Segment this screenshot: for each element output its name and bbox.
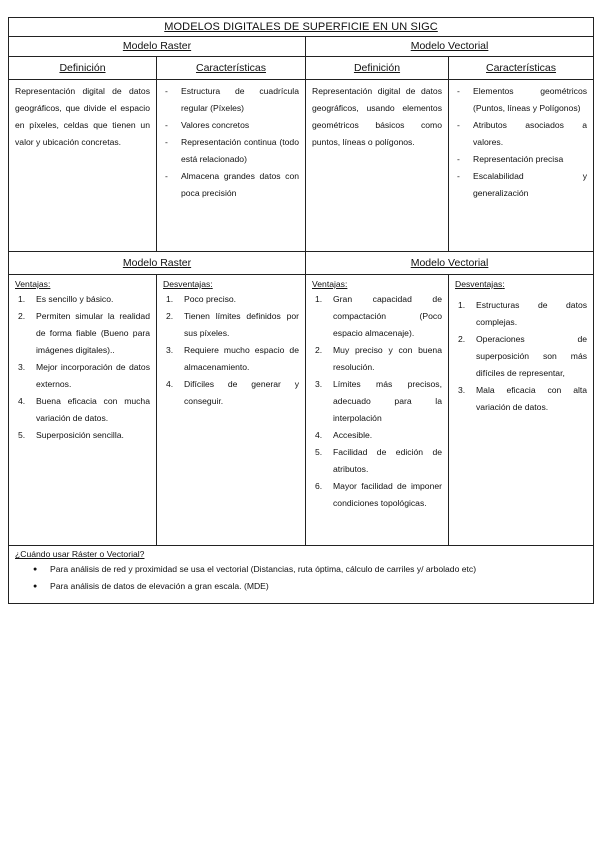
list-item: 1. Poco preciso. xyxy=(166,294,237,304)
list-item: 3. Mejor incorporación de datos externos. xyxy=(18,362,150,389)
list-item: - Escalabilidad y generalización xyxy=(455,168,587,202)
list-item: 3. Límites más precisos, adecuado para la interpolación xyxy=(315,379,442,423)
vector-model-heading-2: Modelo Vectorial xyxy=(306,252,594,275)
list-item: 3. Mala eficacia con alta variación de datos. xyxy=(458,385,588,412)
list-item: 1. Estructuras de datos complejas. xyxy=(458,300,588,327)
list-item: 2. Muy preciso y con buena resolución. xyxy=(315,345,442,372)
list-item: 6. Mayor facilidad de imponer condiciones topológicas. xyxy=(315,481,442,508)
list-item: 5. Superposición sencilla. xyxy=(18,430,124,440)
raster-definition-heading: Definición xyxy=(9,57,157,80)
list-item: - Estructura de cuadrícula regular (Píxeles) xyxy=(163,83,299,117)
models-table xyxy=(8,17,594,604)
vector-definition-heading: Definición xyxy=(306,57,449,80)
raster-characteristics-cell xyxy=(157,80,306,252)
list-item: - Elementos geométricos (Puntos, líneas y Polígonos) xyxy=(455,83,587,117)
vector-characteristics-heading: Características xyxy=(449,57,594,80)
document-title: MODELOS DIGITALES DE SUPERFICIE EN UN SIGC xyxy=(9,18,594,37)
raster-advantages-cell: Ventajas: 1. Es sencillo y básico. 2. Permiten simular la realidad de forma fiable (Bueno para imágenes digitales).. 3. Mejor incorporación de datos externos. 4. Buena eficacia con mucha variación de datos. 5. Superposición sencilla. xyxy=(9,275,157,546)
raster-advantages-list xyxy=(15,291,150,444)
list-item: - Representación precisa xyxy=(455,151,587,168)
list-item: 4. Accesible. xyxy=(315,430,373,440)
vector-advantages-label: Ventajas xyxy=(312,279,345,289)
list-item: - Atributos asociados a valores. xyxy=(455,117,587,151)
raster-disadvantages-list xyxy=(163,291,299,410)
vector-disadvantages-cell: Desventajas: 1. Estructuras de datos complejas. 2. Operaciones de superposición son más difíciles de representar, 3. Mala eficacia con alta variación de datos. xyxy=(449,275,594,546)
list-item: 5. Facilidad de edición de atributos. xyxy=(315,447,442,474)
list-item: 1. Gran capacidad de compactación (Poco espacio almacenaje). xyxy=(315,294,442,338)
vector-disadvantages-label: Desventajas xyxy=(455,279,503,289)
list-item: 1. Es sencillo y básico. xyxy=(18,294,114,304)
vector-definition-text: Representación digital de datos geográficos, usando elementos geométricos básicos como puntos, líneas o polígonos. xyxy=(306,80,449,252)
raster-model-heading-2: Modelo Raster xyxy=(9,252,306,275)
raster-advantages-label: Ventajas xyxy=(15,279,48,289)
list-item: - Almacena grandes datos con poca precisión xyxy=(163,168,299,202)
vector-model-heading: Modelo Vectorial xyxy=(306,37,594,57)
raster-definition-text: Representación digital de datos geográficos, que divide el espacio en píxeles, celdas que tienen un valor y ubicación concretas. xyxy=(9,80,157,252)
list-item: 2. Operaciones de superposición son más difíciles de representar, xyxy=(458,334,588,378)
raster-characteristics-heading: Características xyxy=(157,57,306,80)
vector-advantages-list xyxy=(312,291,442,512)
list-item: ● Para análisis de red y proximidad se usa el vectorial (Distancias, ruta óptima, cálculo de carriles y/ arbolado etc) xyxy=(15,561,587,578)
vector-characteristics-cell xyxy=(449,80,594,252)
list-item: 4. Buena eficacia con mucha variación de datos. xyxy=(18,396,150,423)
list-item: - Valores concretos xyxy=(163,117,299,134)
raster-disadvantages-label: Desventajas xyxy=(163,279,211,289)
list-item: 2. Permiten simular la realidad de forma fiable (Bueno para imágenes digitales).. xyxy=(18,311,150,355)
raster-model-heading: Modelo Raster xyxy=(9,37,306,57)
list-item: 2. Tienen límites definidos por sus píxeles. xyxy=(166,311,299,338)
list-item: ● Para análisis de datos de elevación a gran escala. (MDE) xyxy=(15,578,587,595)
list-item: 4. Difíciles de generar y conseguir. xyxy=(166,379,299,406)
list-item: - Representación continua (todo está relacionado) xyxy=(163,134,299,168)
vector-disadvantages-list xyxy=(455,297,587,416)
usage-question: ¿Cuándo usar Ráster o Vectorial? xyxy=(15,549,145,559)
raster-disadvantages-cell: Desventajas: 1. Poco preciso. 2. Tienen límites definidos por sus píxeles. 3. Requiere mucho espacio de almacenamiento. 4. Difíciles de generar y conseguir. xyxy=(157,275,306,546)
vector-characteristics-list xyxy=(455,83,587,202)
list-item: 3. Requiere mucho espacio de almacenamiento. xyxy=(166,345,299,372)
raster-characteristics-list xyxy=(163,83,299,202)
usage-bullets xyxy=(15,561,587,595)
usage-note-cell xyxy=(9,546,594,604)
vector-advantages-cell: Ventajas: 1. Gran capacidad de compactación (Poco espacio almacenaje). 2. Muy preciso y con buena resolución. 3. Límites más precisos, adecuado para la interpolación 4. Accesible. 5. Facilidad de edición de atributos. 6. Mayor facilidad de imponer condiciones topológicas. xyxy=(306,275,449,546)
